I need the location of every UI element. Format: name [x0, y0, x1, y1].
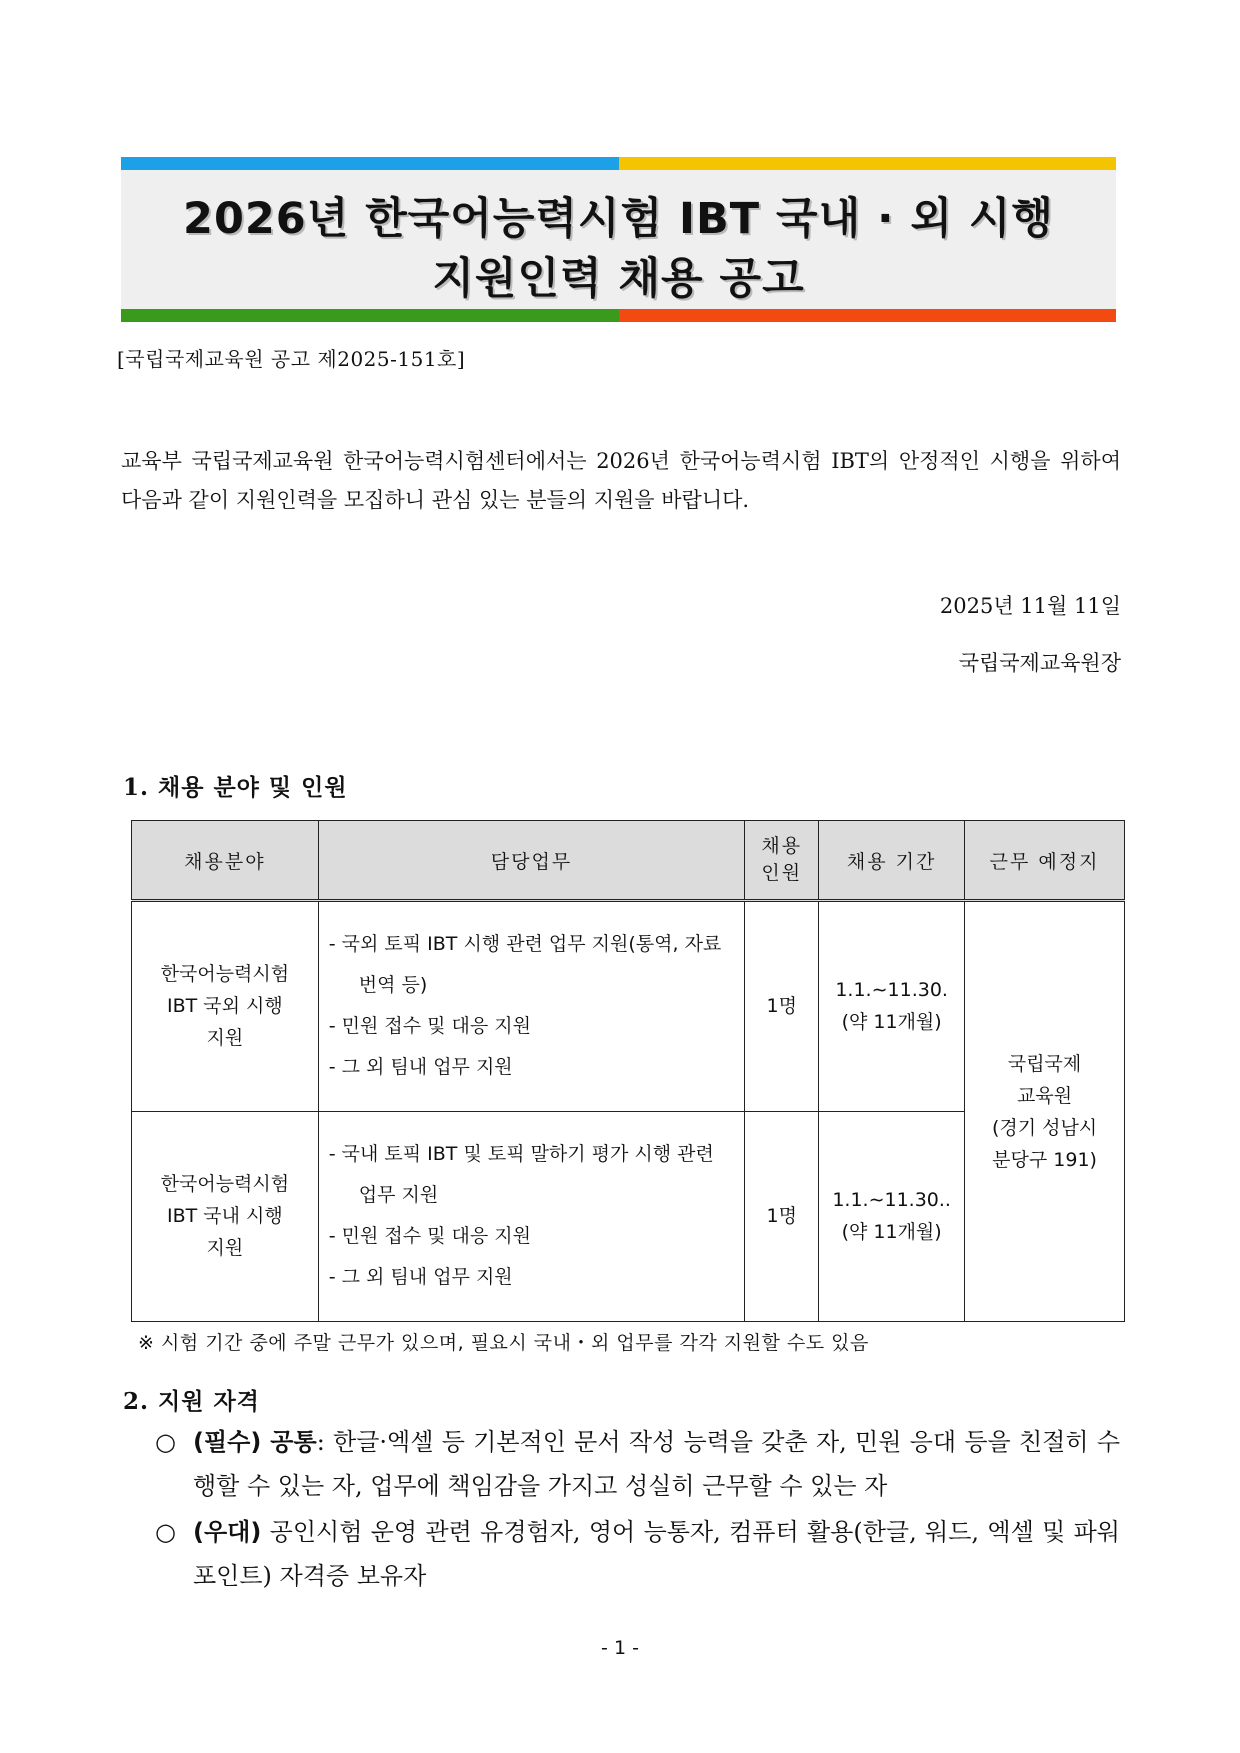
header-field: 채용분야 [132, 821, 319, 901]
qualification-item-required [155, 1420, 1120, 1508]
location-line3: (경기 성남시 [991, 1116, 1098, 1139]
location-line1: 국립국제 [1007, 1052, 1082, 1075]
row1-duty-3: - 그 외 팀내 업무 지원 [328, 1056, 513, 1079]
header-period: 채용 기간 [819, 821, 965, 901]
row1-count: 1명 [745, 901, 819, 1112]
title-bottom-bar [121, 309, 1116, 322]
qualification-body: 공인시험 운영 관련 유경험자, 영어 능통자, 컴퓨터 활용(한글, 워드, 엑셀 및 파워포인트) 자격증 보유자 [193, 1518, 1120, 1590]
bottom-bar-left [121, 309, 619, 322]
row1-duty-1: - 국외 토픽 IBT 시행 관련 업무 지원(통역, 자료 번역 등) [328, 933, 722, 997]
intro-paragraph: 교육부 국립국제교육원 한국어능력시험센터에서는 2026년 한국어능력시험 IBT의 안정적인 시행을 위하여 다음과 같이 지원인력을 모집하니 관심 있는 분들의 지원을 바랍니다. [121, 449, 1121, 512]
circle-bullet-icon: ○ [155, 1518, 176, 1546]
qualification-label: (우대) [193, 1518, 262, 1546]
table-footnote: ※ 시험 기간 중에 주말 근무가 있으며, 필요시 국내・외 업무를 각각 지원할 수도 있음 [138, 1332, 869, 1354]
qualification-text [155, 1420, 1120, 1508]
title-top-bar [121, 157, 1116, 170]
circle-bullet-icon: ○ [155, 1428, 176, 1456]
header-count-line2: 인원 [761, 862, 803, 884]
row1-duty-2: - 민원 접수 및 대응 지원 [328, 1015, 532, 1038]
header-location: 근무 예정지 [965, 821, 1125, 901]
section-2-title: 2. 지원 자격 [123, 1388, 260, 1415]
table-row [132, 901, 1125, 1112]
location-line4: 분당구 191) [992, 1148, 1097, 1171]
qualification-item-preferred [155, 1510, 1120, 1598]
row2-duty-2: - 민원 접수 및 대응 지원 [328, 1225, 532, 1248]
qualification-label: (필수) 공통 [193, 1428, 317, 1456]
row1-field-line2: IBT 국외 시행 [167, 995, 283, 1018]
row2-field [132, 1111, 319, 1322]
top-bar-left [121, 157, 619, 170]
location-cell [965, 901, 1125, 1322]
row2-period-dates: 1.1.∼11.30.. [832, 1189, 951, 1212]
signer: 국립국제교육원장 [958, 651, 1121, 675]
header-duty: 담당업무 [318, 821, 744, 901]
notice-date: 2025년 11월 11일 [939, 594, 1121, 618]
recruit-table [131, 820, 1125, 1322]
table-header-row [132, 821, 1125, 901]
title-line-1: 2026년 한국어능력시험 IBT 국내 · 외 시행 [183, 194, 1054, 244]
row2-count: 1명 [745, 1111, 819, 1322]
notice-number: [국립국제교육원 공고 제2025-151호] [117, 347, 466, 371]
title-line-2: 지원인력 채용 공고 [432, 254, 805, 304]
title-box [121, 157, 1116, 322]
section-1-title: 1. 채용 분야 및 인원 [123, 774, 348, 801]
qualification-text [155, 1510, 1120, 1598]
row1-field-line3: 지원 [206, 1027, 244, 1050]
row2-duty-1: - 국내 토픽 IBT 및 토픽 말하기 평가 시행 관련 업무 지원 [328, 1143, 714, 1207]
location-line2: 교육원 [1017, 1084, 1073, 1107]
row2-period [819, 1111, 965, 1322]
row1-field-line1: 한국어능력시험 [160, 963, 290, 986]
bottom-bar-right [619, 309, 1117, 322]
row2-duties [318, 1111, 744, 1322]
page-number: - 1 - [601, 1637, 639, 1659]
top-bar-right [619, 157, 1117, 170]
row2-period-duration: (약 11개월) [841, 1221, 942, 1244]
row2-field-line1: 한국어능력시험 [160, 1173, 290, 1196]
row1-period-dates: 1.1.∼11.30. [835, 979, 948, 1002]
header-count [745, 821, 819, 901]
row1-field [132, 901, 319, 1112]
row1-period-duration: (약 11개월) [841, 1011, 942, 1034]
row2-field-line2: IBT 국내 시행 [167, 1205, 283, 1228]
header-count-line1: 채용 [761, 835, 803, 857]
qualification-body: : 한글·엑셀 등 기본적인 문서 작성 능력을 갖춘 자, 민원 응대 등을 친절히 수행할 수 있는 자, 업무에 책임감을 가지고 성실히 근무할 수 있는 자 [193, 1428, 1120, 1500]
row2-duty-3: - 그 외 팀내 업무 지원 [328, 1266, 513, 1289]
row1-duties [318, 901, 744, 1112]
row1-period [819, 901, 965, 1112]
row2-field-line3: 지원 [206, 1237, 244, 1260]
